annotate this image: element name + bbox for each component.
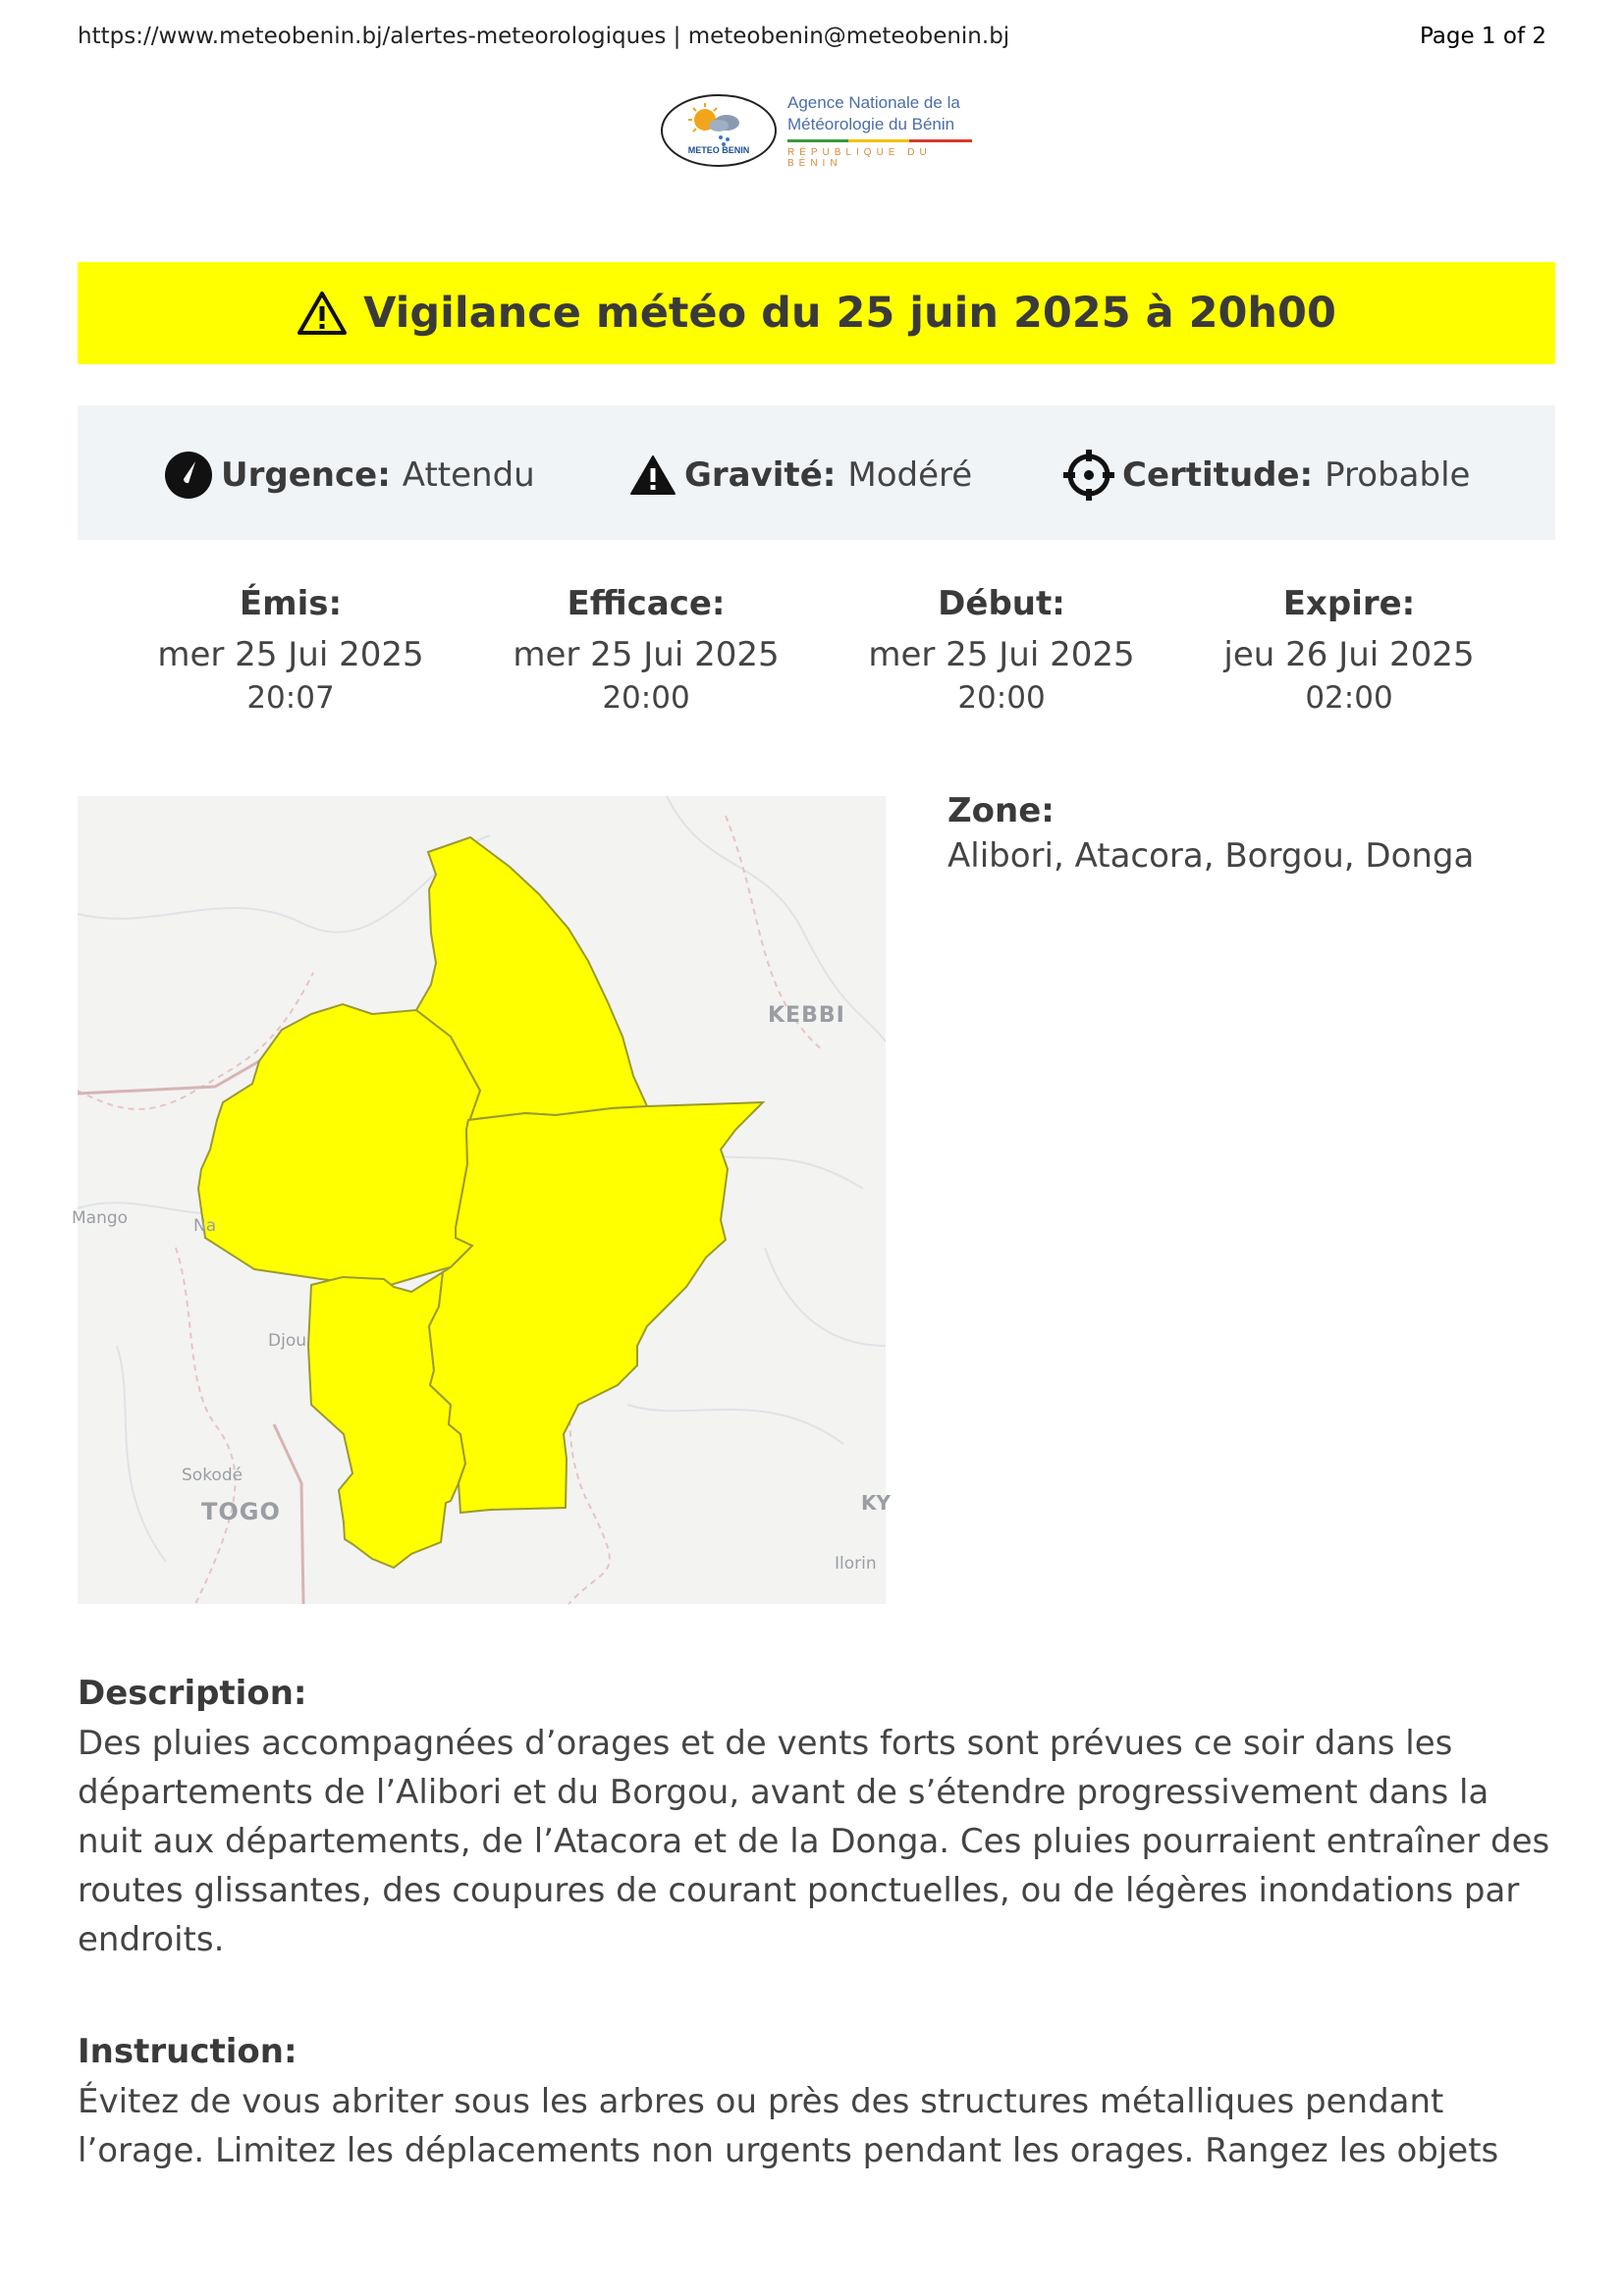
svg-text:METEO BENIN: METEO BENIN — [687, 145, 750, 155]
certainty-item — [1063, 453, 1470, 498]
date-onset — [854, 584, 1149, 716]
warning-triangle-icon — [297, 290, 348, 337]
date-effective-label: Efficace: — [567, 584, 726, 623]
agency-name-line1: Agence Nationale de la — [787, 93, 960, 112]
instruction-text: Évitez de vous abriter sous les arbres ou près des structures métalliques pendant l’orage. Limitez les déplacements non urgents pendant les orages. Rangez les objets — [78, 2082, 1499, 2170]
certainty-value: Probable — [1325, 455, 1471, 495]
agency-name-line2: Météorologie du Bénin — [787, 115, 955, 133]
date-issued — [143, 584, 438, 716]
label-sokode: Sokodé — [182, 1466, 244, 1485]
date-effective — [499, 584, 793, 716]
label-ilorin: Ilorin — [835, 1554, 877, 1574]
instruction-section — [78, 2032, 1555, 2175]
description-section — [78, 1674, 1555, 1964]
crosshair-icon — [1063, 450, 1114, 501]
date-issued-label: Émis: — [239, 584, 343, 623]
date-issued-time: 20:07 — [246, 680, 335, 716]
certainty-label: Certitude: — [1122, 455, 1314, 495]
urgency-item — [164, 453, 535, 498]
alert-zone-map — [72, 796, 891, 1604]
severity-label: Gravité: — [684, 455, 837, 495]
label-kebbi: KEBBI — [768, 1003, 845, 1028]
header-url-email: https://www.meteobenin.bj/alertes-meteorologiques | meteobenin@meteobenin.bj — [78, 24, 1010, 49]
date-expires — [1202, 584, 1496, 716]
date-onset-label: Début: — [938, 584, 1065, 623]
map-svg — [72, 796, 891, 1604]
date-expires-date: jeu 26 Jui 2025 — [1223, 635, 1475, 674]
description-label: Description: — [78, 1674, 307, 1713]
date-expires-label: Expire: — [1282, 584, 1416, 623]
page-header — [78, 24, 1546, 53]
vigilance-title: Vigilance météo du 25 juin 2025 à 20h00 — [363, 289, 1336, 338]
description-text: Des pluies accompagnées d’orages et de vents forts sont prévues ce soir dans les départements de l’Alibori et du Borgou, avant de s’étendre progressivement dans la nuit aux départements, de l’Atacora et de la Donga. Ces pluies pourraient entraîner des routes glissantes, des coupures de courant ponctuelles, ou de légères inondations par endroits. — [78, 1724, 1550, 1959]
label-djou: Djou — [268, 1331, 306, 1351]
date-issued-date: mer 25 Jui 2025 — [157, 635, 424, 674]
date-effective-date: mer 25 Jui 2025 — [513, 635, 780, 674]
logo-emblem-icon — [658, 90, 780, 171]
date-effective-time: 20:00 — [602, 680, 690, 716]
date-expires-time: 02:00 — [1305, 680, 1393, 716]
label-na: Na — [193, 1216, 217, 1236]
alert-meta-box — [78, 405, 1555, 540]
severity-warning-icon — [629, 454, 677, 496]
zone-block — [947, 791, 1474, 876]
flag-color-bar — [787, 139, 972, 142]
date-onset-date: mer 25 Jui 2025 — [868, 635, 1135, 674]
date-onset-time: 20:00 — [957, 680, 1046, 716]
page-number: Page 1 of 2 — [1419, 24, 1546, 49]
severity-value: Modéré — [847, 455, 973, 495]
urgency-value: Attendu — [402, 455, 535, 495]
meteo-benin-logo — [658, 86, 982, 175]
label-mango: Mango — [72, 1208, 129, 1228]
zone-label: Zone: — [947, 791, 1055, 830]
severity-item — [629, 453, 972, 498]
agency-name — [787, 92, 960, 135]
vigilance-banner — [78, 262, 1555, 364]
instruction-label: Instruction: — [78, 2032, 298, 2071]
zone-value: Alibori, Atacora, Borgou, Donga — [947, 836, 1475, 876]
label-ky: KY — [861, 1491, 891, 1515]
agency-tagline: RÉPUBLIQUE DU BÉNIN — [787, 147, 932, 169]
label-togo: TOGO — [201, 1498, 281, 1525]
urgency-label: Urgence: — [221, 455, 391, 495]
gauge-icon — [164, 451, 213, 500]
